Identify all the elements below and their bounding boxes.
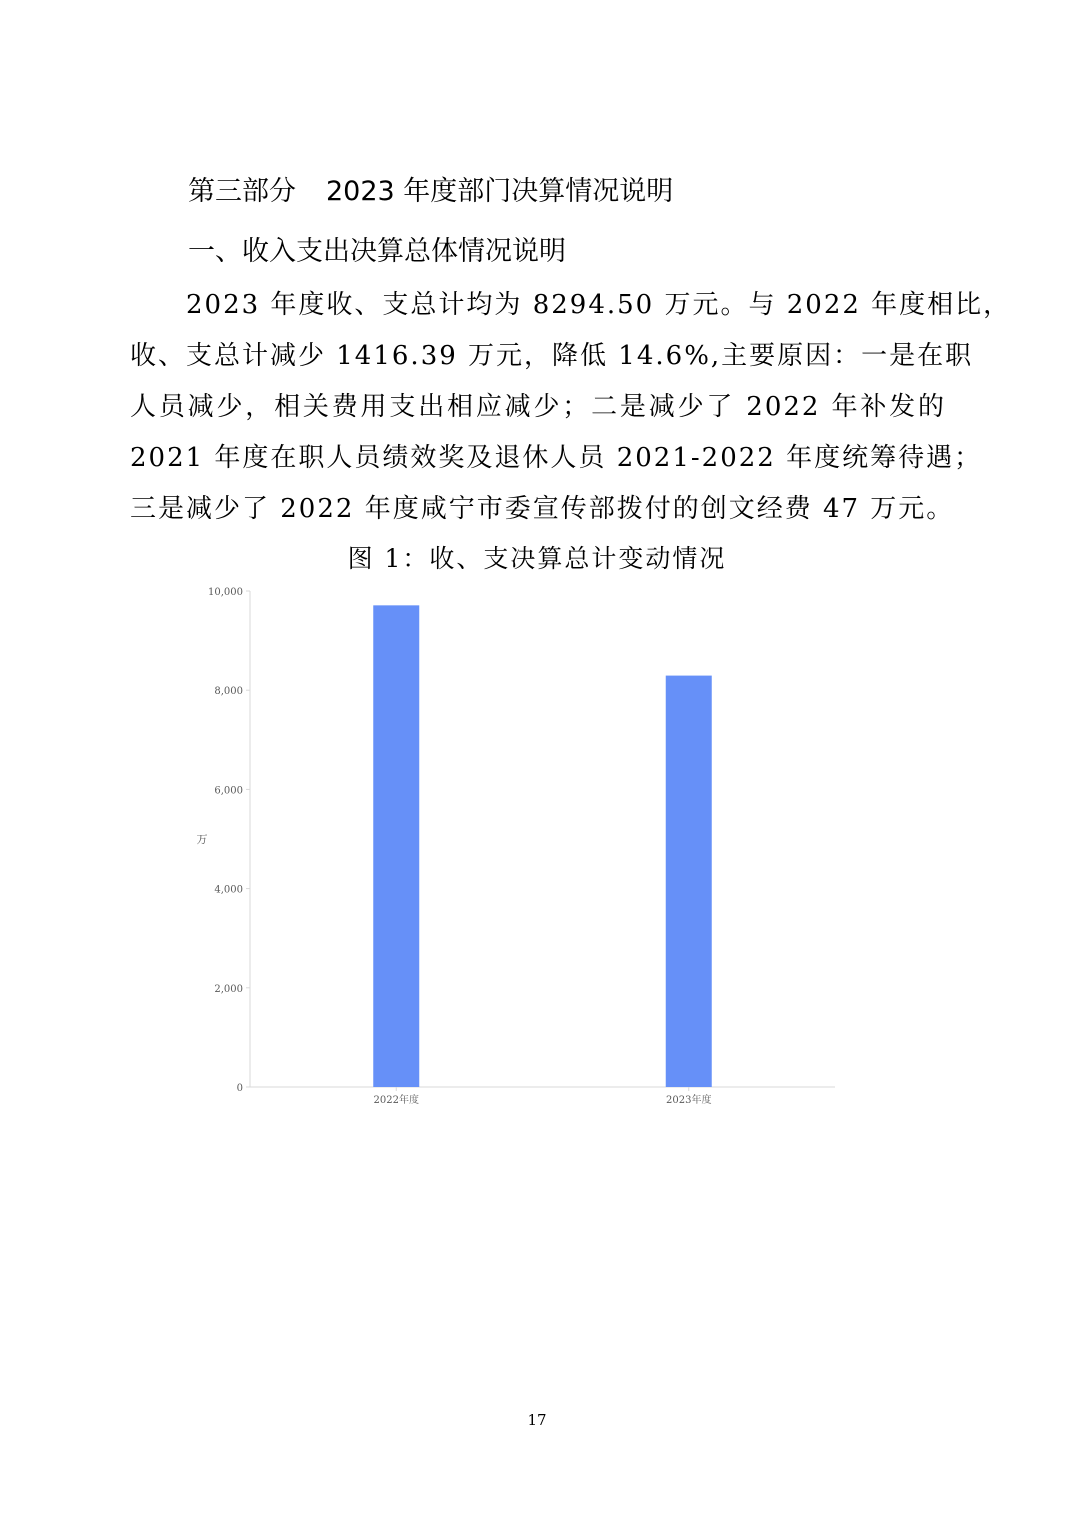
- y-axis-label: 万: [196, 833, 208, 846]
- y-tick-label: 10,000: [208, 587, 243, 598]
- bar: [666, 676, 712, 1087]
- y-tick-label: 2,000: [214, 983, 243, 995]
- bar: [373, 605, 419, 1087]
- y-tick-label: 6,000: [214, 785, 243, 797]
- x-tick-label: 2023年度: [666, 1095, 712, 1106]
- bar-chart: [180, 575, 860, 1120]
- paragraph-line: 2021 年度在职人员绩效奖及退休人员 2021-2022 年度统筹待遇；: [130, 443, 983, 473]
- y-tick-label: 8,000: [214, 686, 243, 698]
- section-part-label: 第三部分: [188, 176, 296, 207]
- paragraph-line: 2023 年度收、支总计均为 8294.50 万元。与 2022 年度相比，: [186, 290, 1012, 320]
- paragraph-line: 收、支总计减少 1416.39 万元，降低 14.6%,主要原因：一是在职: [130, 341, 974, 371]
- page-number: 17: [527, 1411, 547, 1429]
- y-tick-label: 4,000: [214, 884, 243, 896]
- paragraph-line: 三是减少了 2022 年度咸宁市委宣传部拨付的创文经费 47 万元。: [130, 494, 955, 524]
- figure-title: 图 1：收、支决算总计变动情况: [347, 544, 727, 573]
- x-tick-label: 2022年度: [373, 1095, 419, 1106]
- subheading: 一、收入支出决算总体情况说明: [188, 236, 566, 267]
- body-paragraph: [130, 280, 1012, 535]
- y-tick-label: 0: [236, 1083, 243, 1094]
- section-heading: [188, 175, 673, 209]
- section-title: 2023 年度部门决算情况说明: [326, 176, 674, 207]
- paragraph-line: 人员减少，相关费用支出相应减少；二是减少了 2022 年补发的: [130, 392, 946, 422]
